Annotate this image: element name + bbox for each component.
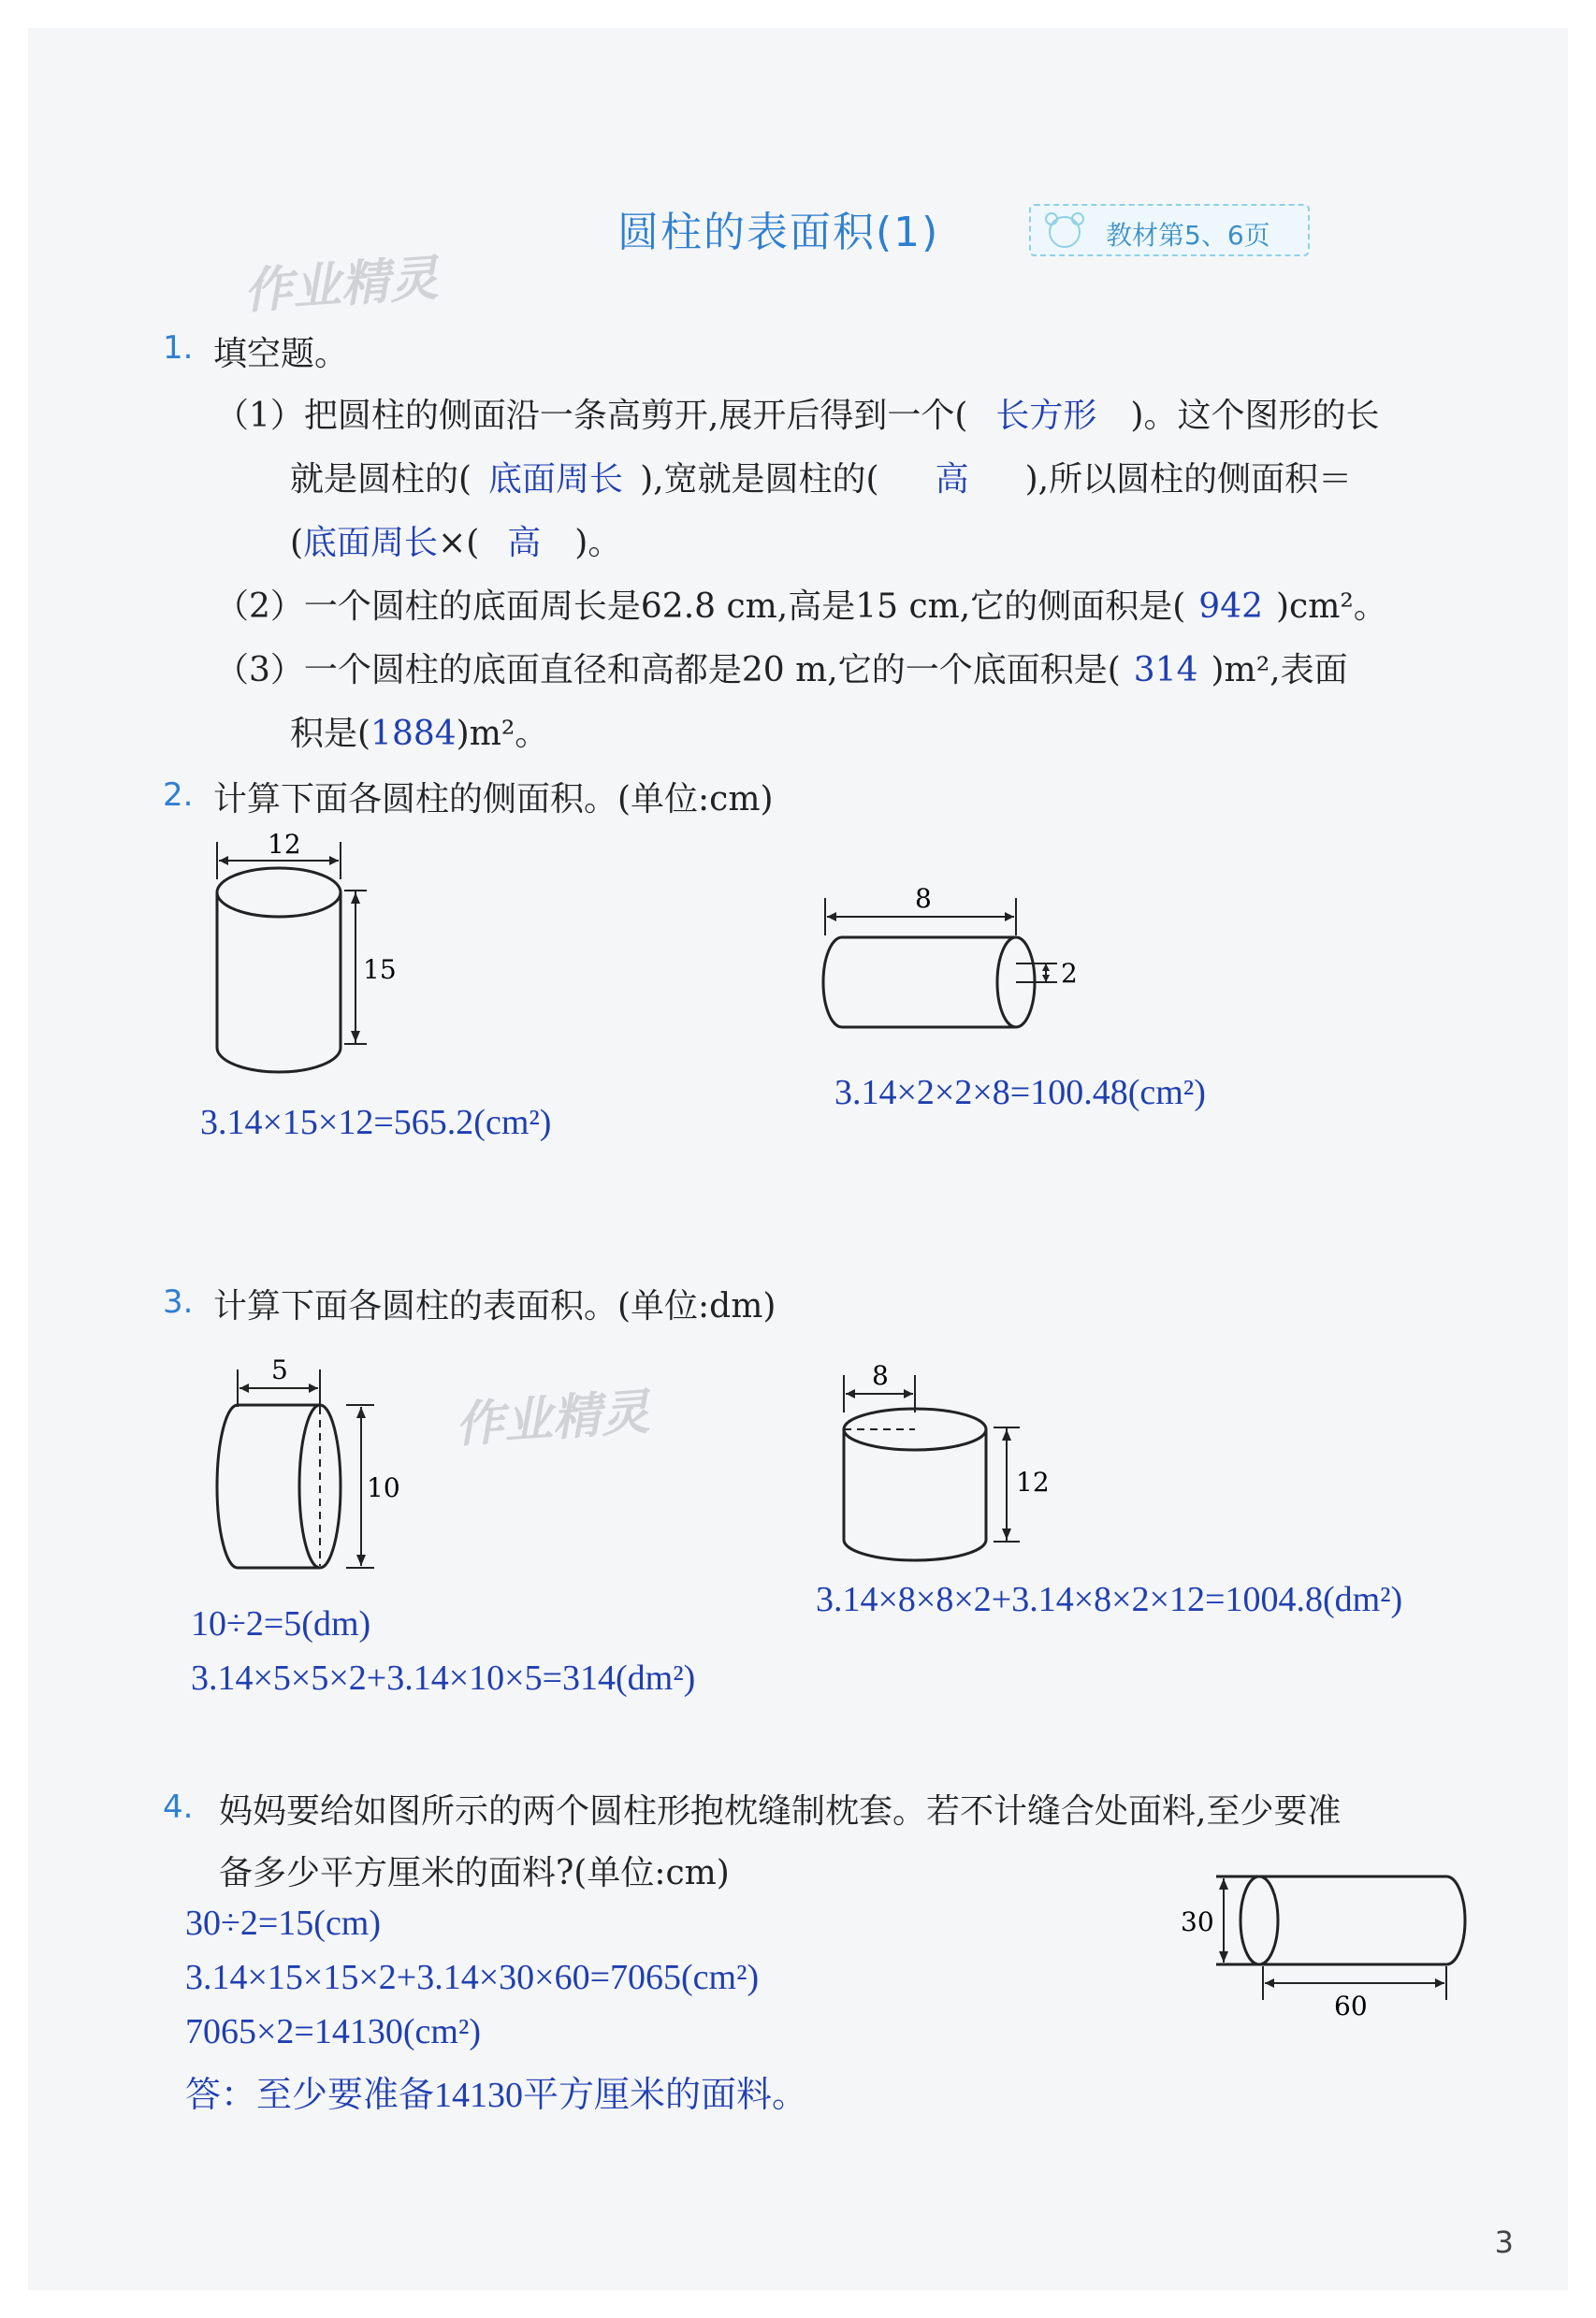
q3-fig2-top-label: 8 <box>872 1360 889 1391</box>
answer-base-area: 314 <box>1133 651 1198 689</box>
q3-fig1-side-label: 10 <box>367 1472 400 1503</box>
q3-answer-2: 3.14×8×8×2+3.14×8×2×12=1004.8(dm²) <box>816 1580 1403 1619</box>
q2-number: 2. <box>163 776 194 814</box>
q1-title: 填空题。 <box>213 335 349 373</box>
q2-fig1-top-label: 12 <box>268 829 301 860</box>
q4-fig-bottom-label: 60 <box>1334 1991 1368 2021</box>
q1-number: 1. <box>163 329 194 367</box>
q1-part1-line2: 就是圆柱的( 底面周长 ),宽就是圆柱的( 高 ),所以圆柱的侧面积＝ <box>290 460 1353 499</box>
q3-title: 计算下面各圆柱的表面积。(单位:dm) <box>213 1287 776 1326</box>
bear-icon <box>1037 210 1093 251</box>
q1-part3-line1: （3）一个圆柱的底面直径和高都是20 m,它的一个底面积是( 314 )m²,表面 <box>215 651 1348 689</box>
answer-base-circumference: 底面周长 <box>488 460 624 499</box>
q3-fig2-side-label: 12 <box>1016 1467 1050 1498</box>
q4-line1: 妈妈要给如图所示的两个圆柱形抱枕缝制枕套。若不计缝合处面料,至少要准 <box>219 1792 1342 1831</box>
q4-cylinder-pillow <box>1179 1862 1478 2030</box>
q1-part3-line2: 积是(1884)m²。 <box>290 715 549 753</box>
q2-fig2-side-label: 2 <box>1061 958 1078 989</box>
q3-answer-1-line2: 3.14×5×5×2+3.14×10×5=314(dm²) <box>191 1659 696 1698</box>
q4-number: 4. <box>163 1789 194 1826</box>
q4-line2: 备多少平方厘米的面料?(单位:cm) <box>219 1854 730 1892</box>
page-number: 3 <box>1494 2224 1514 2260</box>
q2-fig2-top-label: 8 <box>915 883 932 914</box>
q2-fig1-side-label: 15 <box>363 954 397 985</box>
q2-answer-1: 3.14×15×12=565.2(cm²) <box>200 1103 552 1142</box>
q2-cylinder-horizontal <box>805 879 1104 1038</box>
q4-fig-side-label: 30 <box>1181 1906 1214 1937</box>
answer-rectangle: 长方形 <box>995 397 1097 435</box>
q4-answer-line1: 30÷2=15(cm) <box>185 1904 382 1943</box>
page-title: 圆柱的表面积(1) <box>617 209 940 256</box>
answer-surface-area: 1884 <box>370 715 457 753</box>
q2-answer-2: 3.14×2×2×8=100.48(cm²) <box>834 1073 1206 1112</box>
answer-base-circumference-2: 底面周长 <box>303 524 439 562</box>
q3-answer-1-line1: 10÷2=5(dm) <box>191 1604 371 1644</box>
q4-answer-line2: 3.14×15×15×2+3.14×30×60=7065(cm²) <box>185 1958 760 1997</box>
textbook-page-tag <box>1029 204 1310 256</box>
q2-cylinder-upright <box>196 823 402 1076</box>
textbook-page-label: 教材第5、6页 <box>1106 220 1270 251</box>
q3-number: 3. <box>163 1283 194 1321</box>
q3-cylinder-upright <box>823 1356 1066 1572</box>
answer-lateral-area: 942 <box>1198 587 1264 626</box>
q4-answer-line4: 答：至少要准备14130平方厘米的面料。 <box>185 2076 808 2115</box>
answer-height-2: 高 <box>507 524 542 562</box>
q1-part1-line3: (底面周长×( 高 )。 <box>290 524 622 562</box>
q1-part1-line1: （1）把圆柱的侧面沿一条高剪开,展开后得到一个( 长方形 )。这个图形的长 <box>215 397 1380 435</box>
q4-answer-line3: 7065×2=14130(cm²) <box>185 2012 481 2051</box>
watermark-top: 作业精灵 <box>241 250 441 321</box>
answer-height: 高 <box>935 460 969 499</box>
q3-fig1-top-label: 5 <box>271 1355 288 1385</box>
q1-part2: （2）一个圆柱的底面周长是62.8 cm,高是15 cm,它的侧面积是( 942 )cm²。 <box>215 587 1387 626</box>
q3-cylinder-horizontal <box>206 1347 412 1581</box>
q2-title: 计算下面各圆柱的侧面积。(单位:cm) <box>213 780 774 819</box>
watermark-middle: 作业精灵 <box>453 1384 652 1455</box>
